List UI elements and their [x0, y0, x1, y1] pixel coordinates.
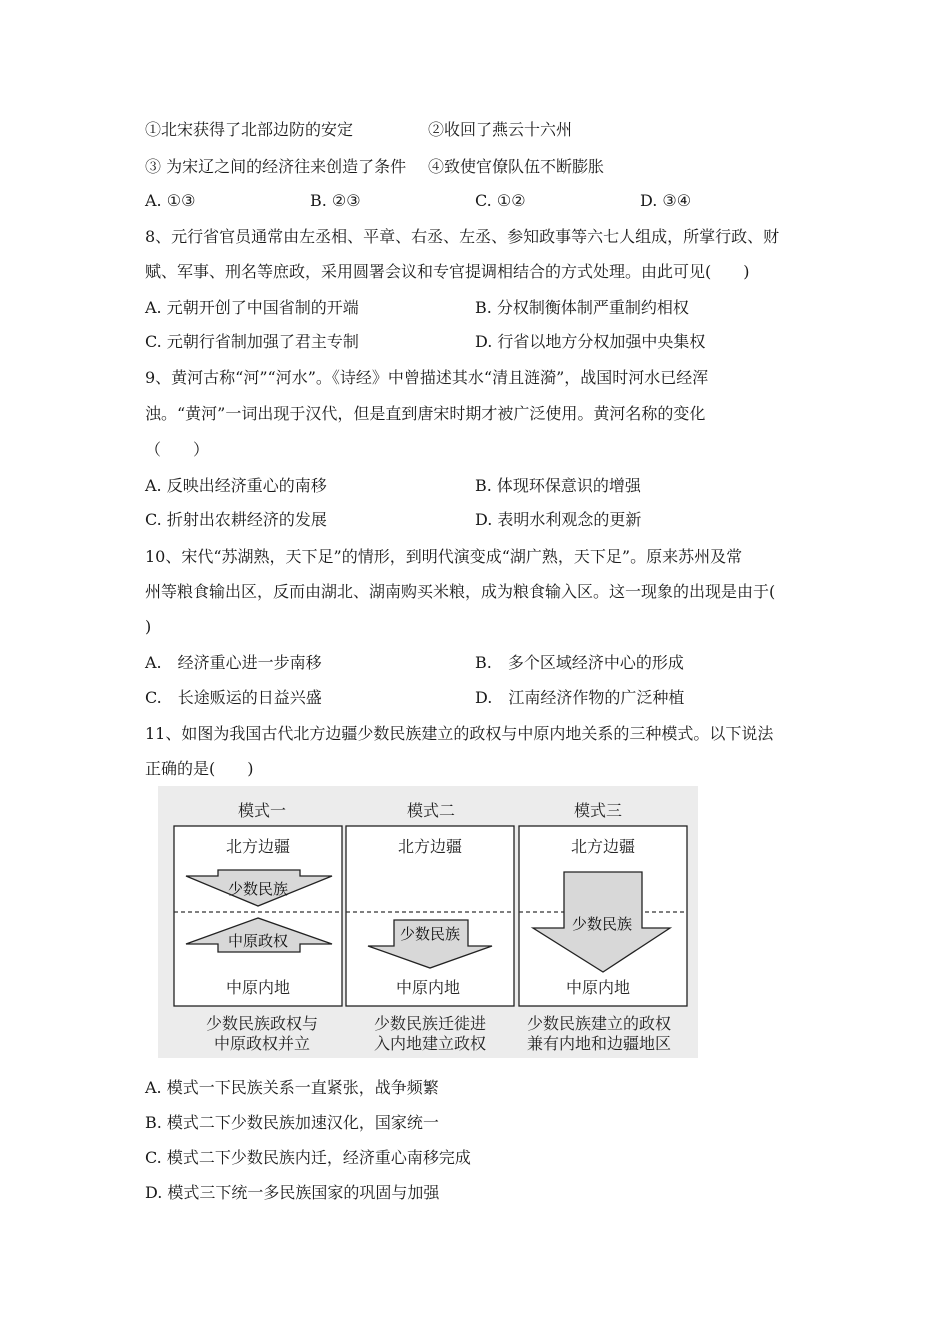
q10-choice-a: A. 经济重心进一步南移 — [145, 653, 322, 672]
q11-choice-b: B. 模式二下少数民族加速汉化，国家统一 — [145, 1113, 439, 1132]
q11-choice-d: D. 模式三下统一多民族国家的巩固与加强 — [145, 1183, 440, 1202]
q9-choice-d: D. 表明水利观念的更新 — [475, 510, 642, 529]
q8-choice-b: B. 分权制衡体制严重制约相权 — [475, 298, 689, 317]
q7-option-4: ④致使官僚队伍不断膨胀 — [428, 157, 605, 176]
three-modes-diagram — [158, 786, 698, 1058]
mode2-north-label: 北方边疆 — [397, 837, 463, 856]
q9-stem-line1: 9、黄河古称“河”“河水”。《诗经》中曾描述其水“清且涟漪”，战国时河水已经浑 — [145, 368, 709, 387]
q10-stem-line2: 州等粮食输出区，反而由湖北、湖南购买米粮，成为粮食输入区。这一现象的出现是由于( — [145, 582, 776, 601]
mode3-title: 模式三 — [573, 801, 623, 820]
q8-stem-line2: 赋、军事、刑名等庶政，采用圆署会议和专官提调相结合的方式处理。由此可见( ) — [145, 262, 750, 281]
q8-choice-d: D. 行省以地方分权加强中央集权 — [475, 332, 706, 351]
mode3-arrow-label: 少数民族 — [571, 915, 633, 933]
q11-choice-a: A. 模式一下民族关系一直紧张，战争频繁 — [145, 1078, 439, 1097]
q10-choice-c: C. 长途贩运的日益兴盛 — [145, 688, 322, 707]
q11-stem-line1: 11、如图为我国古代北方边疆少数民族建立的政权与中原内地关系的三种模式。以下说法 — [145, 724, 774, 743]
mode3-south-label: 中原内地 — [565, 978, 631, 997]
three-modes-figure — [158, 786, 698, 1058]
q7-option-1: ①北宋获得了北部边防的安定 — [145, 120, 354, 139]
q7-choice-a: A. ①③ — [145, 191, 196, 210]
mode3-caption-line1: 少数民族建立的政权 — [526, 1014, 672, 1033]
mode2-title: 模式二 — [406, 801, 456, 820]
q9-stem-line3: （ ） — [145, 440, 210, 459]
q7-option-2: ②收回了燕云十六州 — [428, 120, 573, 139]
mode1-caption-line2: 中原政权并立 — [213, 1034, 311, 1053]
q9-choice-a: A. 反映出经济重心的南移 — [145, 476, 327, 495]
q7-choice-d: D. ③④ — [640, 191, 692, 210]
q9-choice-c: C. 折射出农耕经济的发展 — [145, 510, 327, 529]
q7-option-3: ③ 为宋辽之间的经济往来创造了条件 — [145, 157, 407, 176]
mode3-caption-line2: 兼有内地和边疆地区 — [526, 1034, 672, 1053]
mode1-arrow-up-label: 中原政权 — [227, 932, 289, 950]
q10-stem-line3: ) — [145, 617, 152, 636]
mode1-title: 模式一 — [237, 801, 287, 820]
mode2-caption-line2: 入内地建立政权 — [373, 1034, 487, 1053]
mode1-south-label: 中原内地 — [225, 978, 291, 997]
q11-choice-c: C. 模式二下少数民族内迁，经济重心南移完成 — [145, 1148, 471, 1167]
q9-stem-line2: 浊。“黄河”一词出现于汉代，但是直到唐宋时期才被广泛使用。黄河名称的变化 — [145, 404, 706, 423]
q8-choice-c: C. 元朝行省制加强了君主专制 — [145, 332, 359, 351]
mode2-south-label: 中原内地 — [395, 978, 461, 997]
mode3-north-label: 北方边疆 — [570, 837, 636, 856]
mode2-arrow-label: 少数民族 — [399, 925, 461, 943]
q8-stem-line1: 8、元行省官员通常由左丞相、平章、右丞、左丞、参知政事等六七人组成，所掌行政、财 — [145, 227, 780, 246]
q10-choice-d: D. 江南经济作物的广泛种植 — [475, 688, 685, 707]
q7-choice-c: C. ①② — [475, 191, 526, 210]
mode1-caption-line1: 少数民族政权与 — [205, 1014, 319, 1033]
q11-stem-line2: 正确的是( ) — [145, 759, 254, 778]
mode2-caption-line1: 少数民族迁徙进 — [373, 1014, 487, 1033]
q10-choice-b: B. 多个区域经济中心的形成 — [475, 653, 684, 672]
q8-choice-a: A. 元朝开创了中国省制的开端 — [145, 298, 359, 317]
mode1-north-label: 北方边疆 — [225, 837, 291, 856]
q9-choice-b: B. 体现环保意识的增强 — [475, 476, 641, 495]
mode1-arrow-down-label: 少数民族 — [227, 880, 289, 898]
q7-choice-b: B. ②③ — [310, 191, 361, 210]
q10-stem-line1: 10、宋代“苏湖熟，天下足”的情形，到明代演变成“湖广熟，天下足”。原来苏州及常 — [145, 547, 743, 566]
